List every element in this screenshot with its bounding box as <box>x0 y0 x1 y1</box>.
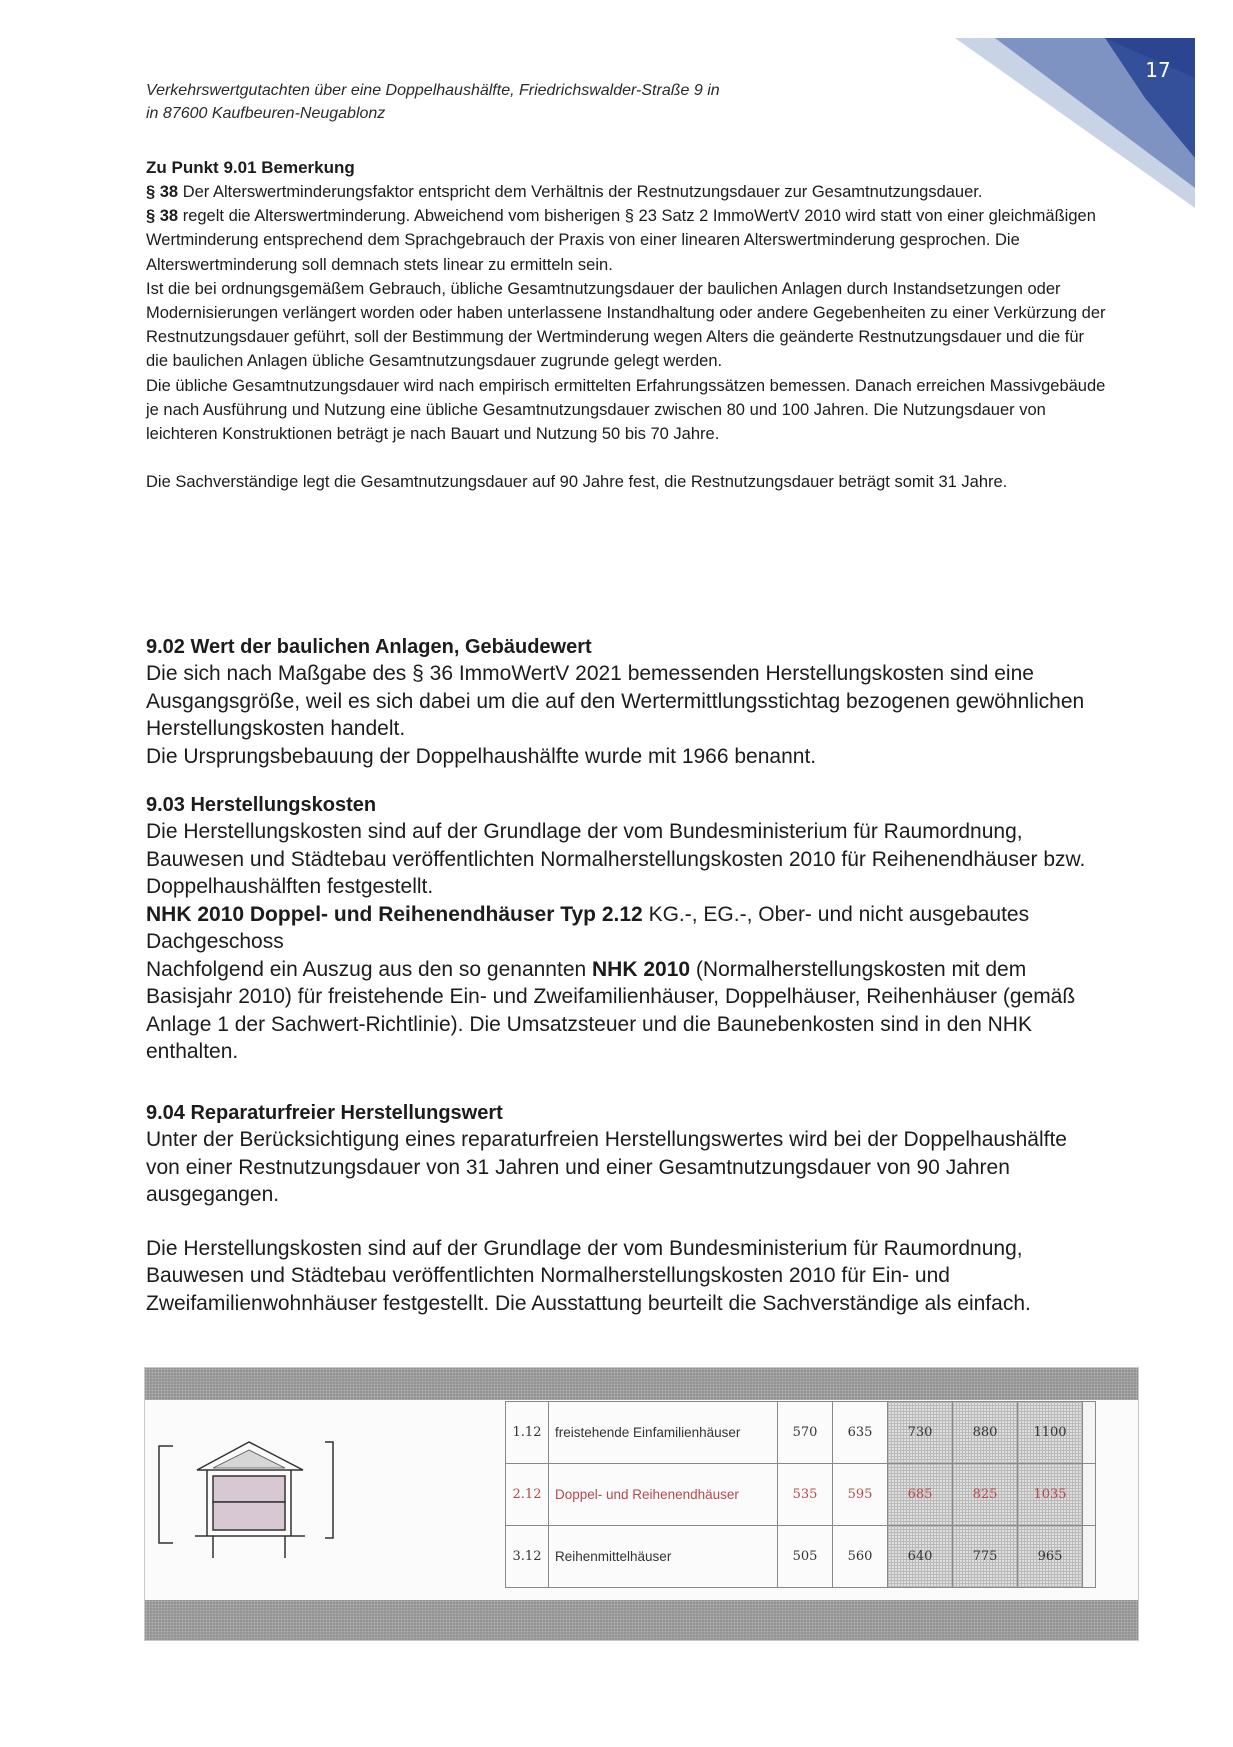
cost-value: 535 <box>778 1464 833 1526</box>
section-title: Zu Punkt 9.01 Bemerkung <box>146 158 355 177</box>
type-code: 2.12 <box>506 1464 549 1526</box>
type-code: 1.12 <box>506 1402 549 1464</box>
table-edge-cell <box>1083 1464 1096 1526</box>
section-title: 9.03 Herstellungskosten <box>146 794 377 816</box>
cost-value: 965 <box>1018 1526 1083 1588</box>
cost-value: 640 <box>888 1526 953 1588</box>
table-edge-cell <box>1083 1402 1096 1464</box>
table-row <box>506 1402 1096 1464</box>
table-row <box>506 1526 1096 1588</box>
cost-value: 595 <box>833 1464 888 1526</box>
nhk-values-table <box>505 1401 1096 1588</box>
nhk-table-figure <box>144 1367 1139 1641</box>
section-9-02 <box>146 634 1106 770</box>
cost-value: 560 <box>833 1526 888 1588</box>
type-name: Doppel- und Reihenendhäuser <box>549 1464 778 1526</box>
paragraph: NHK 2010 Doppel- und Reihenendhäuser Typ 2.12 KG.-, EG.-, Ober- und nicht ausgebautes Dachgeschoss <box>146 902 1030 953</box>
cost-value: 570 <box>778 1402 833 1464</box>
document-header <box>146 79 720 125</box>
section-title: 9.02 Wert der baulichen Anlagen, Gebäudewert <box>146 636 592 658</box>
section-title: 9.04 Reparaturfreier Herstellungswert <box>146 1102 503 1124</box>
header-line-1: Verkehrswertgutachten über eine Doppelhaushälfte, Friedrichswalder-Straße 9 in <box>146 82 720 99</box>
cost-value: 1035 <box>1018 1464 1083 1526</box>
table-top-band <box>145 1368 1138 1400</box>
cost-value: 730 <box>888 1402 953 1464</box>
type-name: Reihenmittelhäuser <box>549 1526 778 1588</box>
cost-value: 685 <box>888 1464 953 1526</box>
cost-value: 505 <box>778 1526 833 1588</box>
paragraph: § 38 regelt die Alterswertminderung. Abweichend vom bisherigen § 23 Satz 2 ImmoWertV 2010 wird statt von einer gleichmäßigen Wertminderung entsprechend dem Sprachgebrauch der Praxis von einer linearen Alterswertminderung gesprochen. Die Alterswertminderung soll demnach stets linear zu ermitteln sein. <box>146 207 1096 274</box>
page-number: 17 <box>1145 58 1171 82</box>
table-edge-cell <box>1083 1526 1096 1588</box>
table-row <box>506 1464 1096 1526</box>
table-bottom-band <box>145 1600 1138 1640</box>
house-type-icon <box>155 1428 345 1578</box>
paragraph: Unter der Berücksichtigung eines reparaturfreien Herstellungswertes wird bei der Doppelhaushälfte von einer Restnutzungsdauer von 31 Jahren und einer Gesamtnutzungsdauer von 90 Jahren ausgegangen. <box>146 1128 1067 1206</box>
type-code: 3.12 <box>506 1526 549 1588</box>
paragraph: Die Ursprungsbebauung der Doppelhaushälfte wurde mit 1966 benannt. <box>146 744 817 768</box>
section-9-04 <box>146 1100 1106 1317</box>
cost-value: 775 <box>953 1526 1018 1588</box>
paragraph: Die sich nach Maßgabe des § 36 ImmoWertV 2021 bemessenden Herstellungskosten sind eine Ausgangsgröße, weil es sich dabei um die auf den Wertermittlungsstichtag bezogenen gewöhnlichen Herstellungskosten handelt. <box>146 662 1085 740</box>
paragraph: Die Herstellungskosten sind auf der Grundlage der vom Bundesministerium für Raumordnung, Bauwesen und Städtebau veröffentlichten Normalherstellungskosten 2010 für Reihenendhäuser bzw. Doppelhaushälften festgestellt. <box>146 820 1086 898</box>
paragraph: Nachfolgend ein Auszug aus den so genannten NHK 2010 (Normalherstellungskosten mit dem Basisjahr 2010) für freistehende Ein- und Zweifamilienhäuser, Doppelhäuser, Reihenhäuser (gemäß Anlage 1 der Sachwert-Richtlinie). Die Umsatzsteuer und die Baunebenkosten sind in den NHK enthalten. <box>146 957 1076 1063</box>
type-name: freistehende Einfamilienhäuser <box>549 1402 778 1464</box>
cost-value: 1100 <box>1018 1402 1083 1464</box>
section-9-01 <box>146 156 1106 494</box>
cost-value: 635 <box>833 1402 888 1464</box>
header-line-2: in 87600 Kaufbeuren-Neugablonz <box>146 105 386 122</box>
paragraph: Die Sachverständige legt die Gesamtnutzungsdauer auf 90 Jahre fest, die Restnutzungsdauer beträgt somit 31 Jahre. <box>146 473 1008 492</box>
paragraph: § 38 Der Alterswertminderungsfaktor entspricht dem Verhältnis der Restnutzungsdauer zur Gesamtnutzungsdauer. <box>146 183 983 201</box>
section-9-03 <box>146 792 1106 1066</box>
paragraph: Die Herstellungskosten sind auf der Grundlage der vom Bundesministerium für Raumordnung, Bauwesen und Städtebau veröffentlichten Normalherstellungskosten 2010 für Ein- und Zweifamilienwohnhäuser festgestellt. Die Ausstattung beurteilt die Sachverständige als einfach. <box>146 1236 1031 1315</box>
paragraph: Ist die bei ordnungsgemäßem Gebrauch, übliche Gesamtnutzungsdauer der baulichen Anlagen durch Instandsetzungen oder Modernisierungen verlängert worden oder haben unterlassene Instandhaltung oder andere Gegebenheiten zu einer Verkürzung der Restnutzungsdauer geführt, soll der Bestimmung der Wertminderung wegen Alters die geänderte Restnutzungsdauer und die für die baulichen Anlagen übliche Gesamtnutzungsdauer zugrunde gelegt werden. <box>146 279 1106 371</box>
paragraph: Die übliche Gesamtnutzungsdauer wird nach empirisch ermittelten Erfahrungssätzen bemessen. Danach erreichen Massivgebäude je nach Ausführung und Nutzung eine übliche Gesamtnutzungsdauer zwischen 80 und 100 Jahren. Die Nutzungsdauer von leichteren Konstruktionen beträgt je nach Bauart und Nutzung 50 bis 70 Jahre. <box>146 376 1106 444</box>
cost-value: 825 <box>953 1464 1018 1526</box>
cost-value: 880 <box>953 1402 1018 1464</box>
